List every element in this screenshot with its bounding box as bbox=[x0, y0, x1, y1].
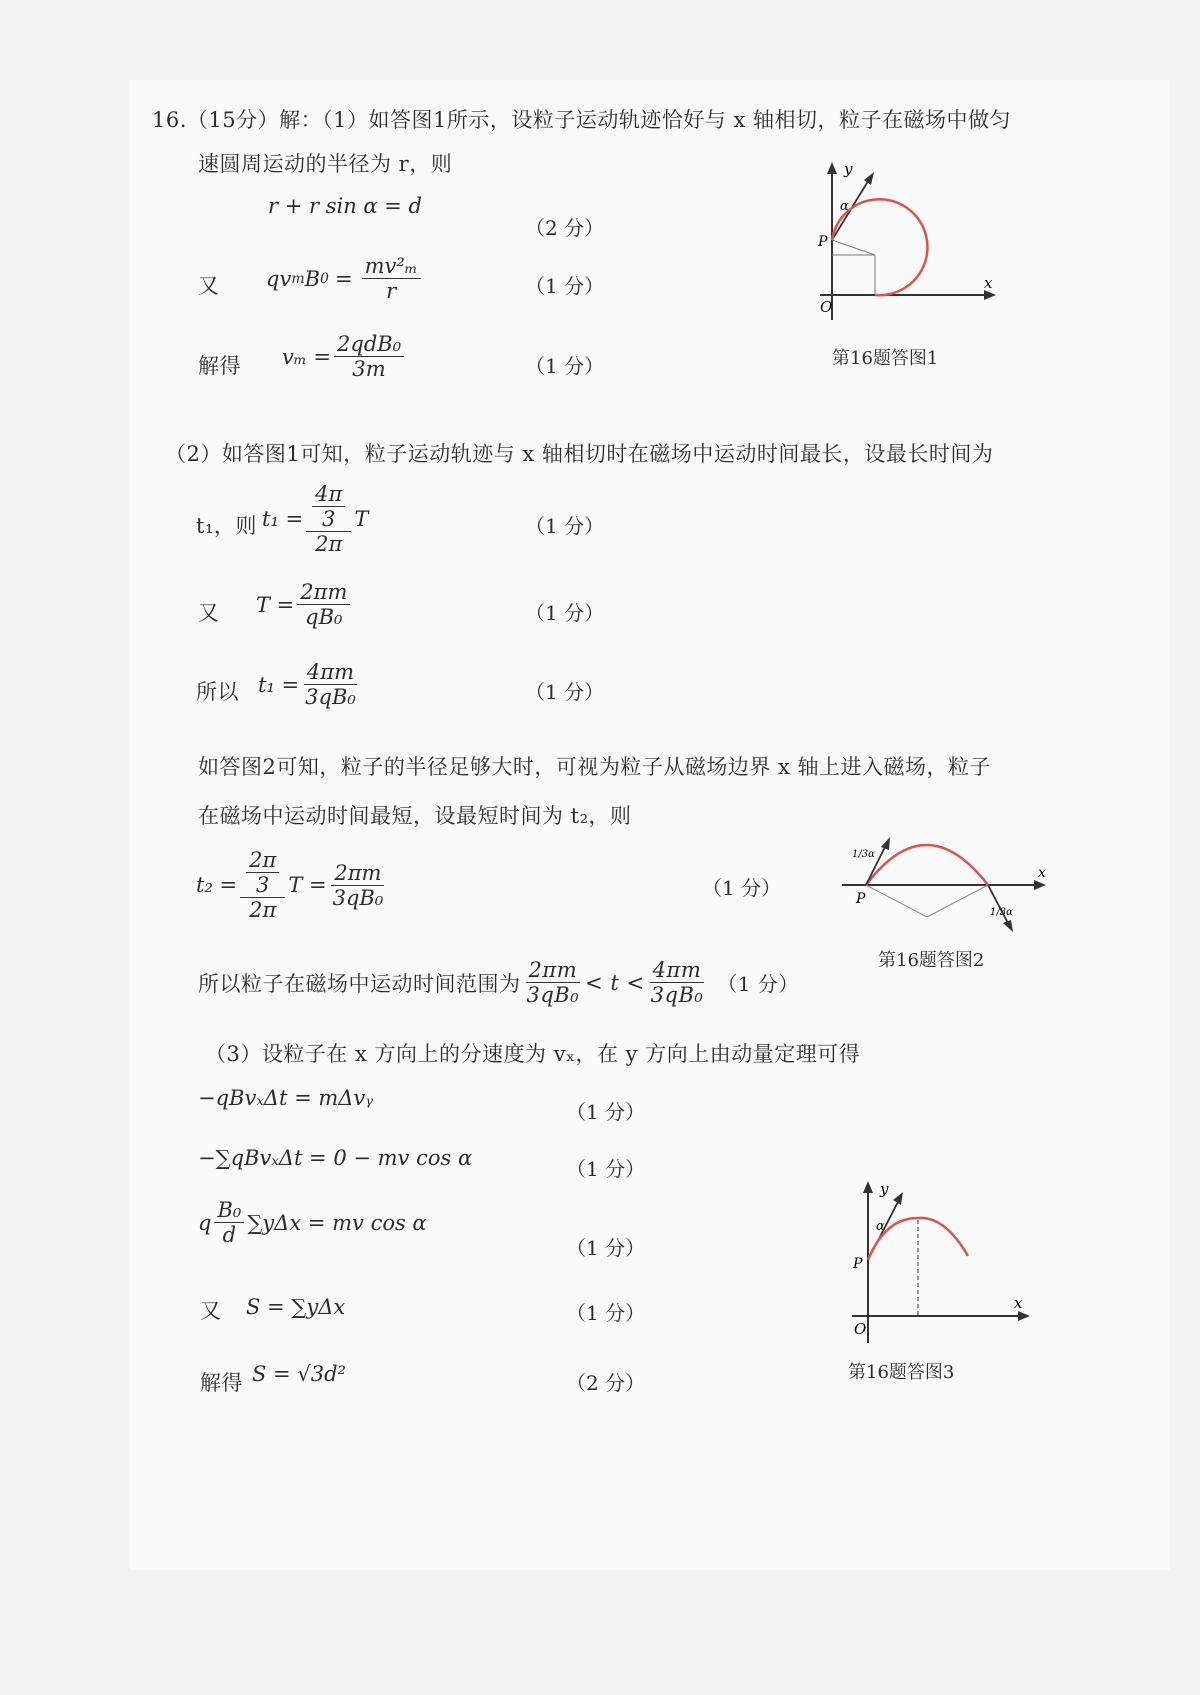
denominator: 3qB₀ bbox=[332, 885, 384, 910]
label-jiede: 解得 bbox=[200, 1371, 243, 1395]
entry-arrow bbox=[881, 837, 890, 850]
label-suoyi: 所以 bbox=[196, 680, 239, 704]
exit-arrow bbox=[1003, 920, 1013, 932]
points: （1 分） bbox=[566, 1157, 646, 1181]
numerator: 4πm bbox=[304, 660, 357, 685]
x-label: x bbox=[1014, 1294, 1023, 1312]
fraction bbox=[297, 580, 350, 629]
point-p-label: P bbox=[818, 234, 828, 250]
eq-area-result: S = √3d² bbox=[252, 1362, 346, 1386]
eq-lorentz bbox=[266, 254, 424, 303]
numerator: 2πm bbox=[331, 861, 384, 886]
y-label: y bbox=[880, 1180, 889, 1198]
origin-label: O bbox=[854, 1320, 867, 1338]
eq-momentum: −qBvₓΔt = mΔvᵧ bbox=[198, 1086, 374, 1110]
numerator bbox=[306, 482, 351, 532]
origin-label: O bbox=[820, 298, 833, 316]
exit-velocity bbox=[988, 885, 1010, 927]
denominator: d bbox=[222, 1223, 237, 1248]
angle-label: 1/3α bbox=[852, 849, 875, 860]
points: （1 分） bbox=[717, 972, 799, 997]
fraction bbox=[246, 848, 279, 897]
radius-line bbox=[866, 885, 927, 917]
range-text: 所以粒子在磁场中运动时间范围为 bbox=[198, 971, 521, 996]
points: （2 分） bbox=[525, 216, 605, 240]
figure-1-caption: 第16题答图1 bbox=[832, 348, 939, 369]
points: （1 分） bbox=[702, 876, 782, 900]
eq-radius: r + r sin α = d bbox=[268, 194, 422, 218]
eq-text: t₁ = bbox=[258, 672, 300, 697]
figure-3 bbox=[840, 1178, 1035, 1348]
denominator: 3qB₀ bbox=[526, 983, 580, 1008]
points: （1 分） bbox=[525, 680, 605, 704]
label-you: 又 bbox=[198, 601, 220, 625]
fraction bbox=[648, 958, 707, 1007]
x-arrow bbox=[1018, 1311, 1030, 1321]
label-jiede: 解得 bbox=[198, 354, 241, 378]
eq-text: qv bbox=[266, 266, 292, 291]
label-t1: t₁，则 bbox=[196, 514, 257, 538]
numerator: 2π bbox=[246, 848, 279, 873]
part2-line-1: （2）如答图1可知，粒子运动轨迹与 x 轴相切时在磁场中运动时间最长，设最长时间为 bbox=[165, 442, 994, 466]
numerator bbox=[240, 848, 285, 898]
y-label: y bbox=[844, 160, 853, 178]
points: （1 分） bbox=[525, 514, 605, 538]
eq-text: T bbox=[354, 507, 369, 532]
velocity-arrow bbox=[893, 1192, 903, 1205]
eq-area-sum bbox=[198, 1198, 427, 1247]
part2-para-1: 如答图2可知，粒子的半径足够大时，可视为粒子从磁场边界 x 轴上进入磁场，粒子 bbox=[198, 755, 992, 779]
points: （1 分） bbox=[525, 354, 605, 378]
fraction bbox=[302, 660, 359, 709]
points: （1 分） bbox=[566, 1100, 646, 1124]
fraction bbox=[214, 1198, 244, 1247]
denominator: 2π bbox=[315, 532, 343, 557]
eq-text: q bbox=[198, 1210, 212, 1235]
eq-vm bbox=[282, 332, 407, 381]
numerator: 2πm bbox=[526, 958, 581, 983]
angle-label: α bbox=[840, 199, 849, 214]
denominator: 3 bbox=[256, 873, 270, 898]
numerator: 2qdB₀ bbox=[334, 332, 404, 357]
eq-sub: 0 bbox=[320, 270, 329, 287]
denominator: 3m bbox=[352, 357, 386, 382]
y-arrow bbox=[827, 162, 837, 174]
eq-t1 bbox=[262, 482, 368, 556]
denominator: qB₀ bbox=[305, 605, 343, 630]
intro-line-1: 16.（15分）解：（1）如答图1所示，设粒子运动轨迹恰好与 x 轴相切，粒子在磁场中做匀 bbox=[152, 108, 1012, 132]
fraction bbox=[362, 254, 421, 303]
compound-fraction bbox=[240, 848, 285, 922]
denominator: 3qB₀ bbox=[650, 983, 704, 1008]
fraction bbox=[334, 332, 404, 381]
figure-2-caption: 第16题答图2 bbox=[878, 950, 985, 971]
points: （1 分） bbox=[566, 1236, 646, 1260]
eq-text: vₘ = bbox=[282, 344, 332, 369]
eq-sub: m bbox=[291, 270, 305, 287]
y-arrow bbox=[863, 1181, 873, 1193]
eq-text: T = bbox=[256, 592, 295, 617]
inequality: < t < bbox=[585, 970, 645, 995]
numerator: mv²ₘ bbox=[362, 254, 421, 279]
x-label: x bbox=[1038, 865, 1046, 881]
velocity-arrow bbox=[864, 172, 874, 185]
eq-t1-result bbox=[258, 660, 362, 709]
intro-line-2: 速圆周运动的半径为 r，则 bbox=[198, 152, 453, 176]
fraction bbox=[524, 958, 583, 1007]
eq-sum: −∑qBvₓΔt = 0 − mv cos α bbox=[198, 1146, 473, 1170]
points: （2 分） bbox=[566, 1371, 646, 1395]
label-you: 又 bbox=[198, 274, 220, 298]
point-p-label: P bbox=[856, 891, 866, 907]
trajectory-arc bbox=[866, 845, 988, 885]
figure-2 bbox=[838, 835, 1053, 935]
fraction bbox=[330, 861, 387, 910]
denominator: r bbox=[386, 279, 397, 304]
radius-line bbox=[927, 885, 988, 917]
numerator: 2πm bbox=[297, 580, 350, 605]
denominator: 2π bbox=[249, 898, 277, 923]
numerator: B₀ bbox=[214, 1198, 244, 1223]
numerator: 4πm bbox=[650, 958, 705, 983]
x-label: x bbox=[984, 274, 993, 292]
eq-t2 bbox=[196, 848, 389, 922]
eq-sign: = bbox=[334, 266, 353, 291]
eq-period bbox=[256, 580, 353, 629]
angle-label: 1/3α bbox=[990, 907, 1013, 918]
fraction bbox=[312, 482, 345, 531]
eq-text: t₁ = bbox=[262, 507, 304, 532]
points: （1 分） bbox=[566, 1301, 646, 1325]
figure-3-caption: 第16题答图3 bbox=[848, 1362, 955, 1383]
denominator: 3 bbox=[322, 507, 336, 532]
eq-area-def: S = ∑yΔx bbox=[246, 1295, 346, 1319]
compound-fraction bbox=[306, 482, 351, 556]
eq-text: B bbox=[304, 266, 321, 291]
part3-line-1: （3）设粒子在 x 方向上的分速度为 vₓ，在 y 方向上由动量定理可得 bbox=[205, 1042, 861, 1066]
point-p-label: P bbox=[853, 1256, 863, 1272]
denominator: 3qB₀ bbox=[305, 685, 356, 710]
eq-text: T = bbox=[288, 873, 327, 898]
points: （1 分） bbox=[525, 601, 605, 625]
radius-line bbox=[832, 240, 875, 255]
label-you: 又 bbox=[200, 1299, 222, 1323]
eq-text: t₂ = bbox=[196, 873, 238, 898]
eq-text: ∑yΔx = mv cos α bbox=[247, 1210, 427, 1235]
points: （1 分） bbox=[525, 274, 605, 298]
numerator: 4π bbox=[312, 482, 345, 507]
part2-para-2: 在磁场中运动时间最短，设最短时间为 t₂，则 bbox=[198, 804, 632, 828]
time-range bbox=[198, 958, 799, 1007]
x-arrow bbox=[1034, 880, 1046, 890]
angle-label: α bbox=[876, 1219, 885, 1234]
